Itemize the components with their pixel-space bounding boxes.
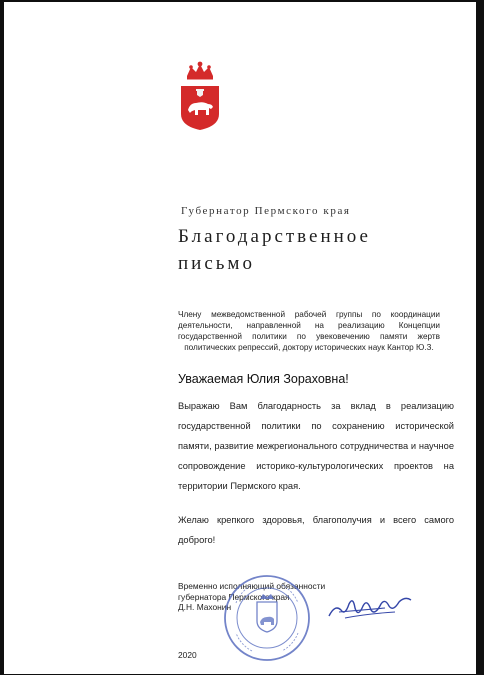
handwritten-signature (325, 590, 415, 624)
recipient-description: Члену межведомственной рабочей группы по координации деятельности, направленной на реализацию Концепции государственной политики по увековечению памяти жертв политических репрессий, доктору исторических наук Кантор Ю.З. (178, 310, 440, 352)
gratitude-paragraph: Выражаю Вам благодарность за вклад в реализацию государственной политики по сохранению исторической памяти, развитие межрегионального сотрудничества и научное сопровождение историко-культурологических проектов на территории Пермского края. (178, 401, 454, 491)
document-title-line-1: Благодарственное (178, 226, 371, 247)
signatory-name: Д.Н. Махонин (178, 602, 232, 612)
signatory-title-line-1: Временно исполняющий обязанности (178, 581, 326, 591)
document-year: 2020 (178, 650, 197, 660)
signatory-title-line-2: губернатора Пермского края (178, 591, 290, 602)
salutation: Уважаемая Юлия Зораховна! (178, 372, 349, 386)
issuer-heading: Губернатор Пермского края (181, 205, 351, 217)
perm-krai-coat-of-arms-icon (179, 60, 221, 132)
wishes-paragraph: Желаю крепкого здоровья, благополучия и всего самого доброго! (178, 515, 454, 545)
document-title-line-2: письмо (178, 253, 255, 274)
official-seal-stamp (222, 573, 312, 663)
